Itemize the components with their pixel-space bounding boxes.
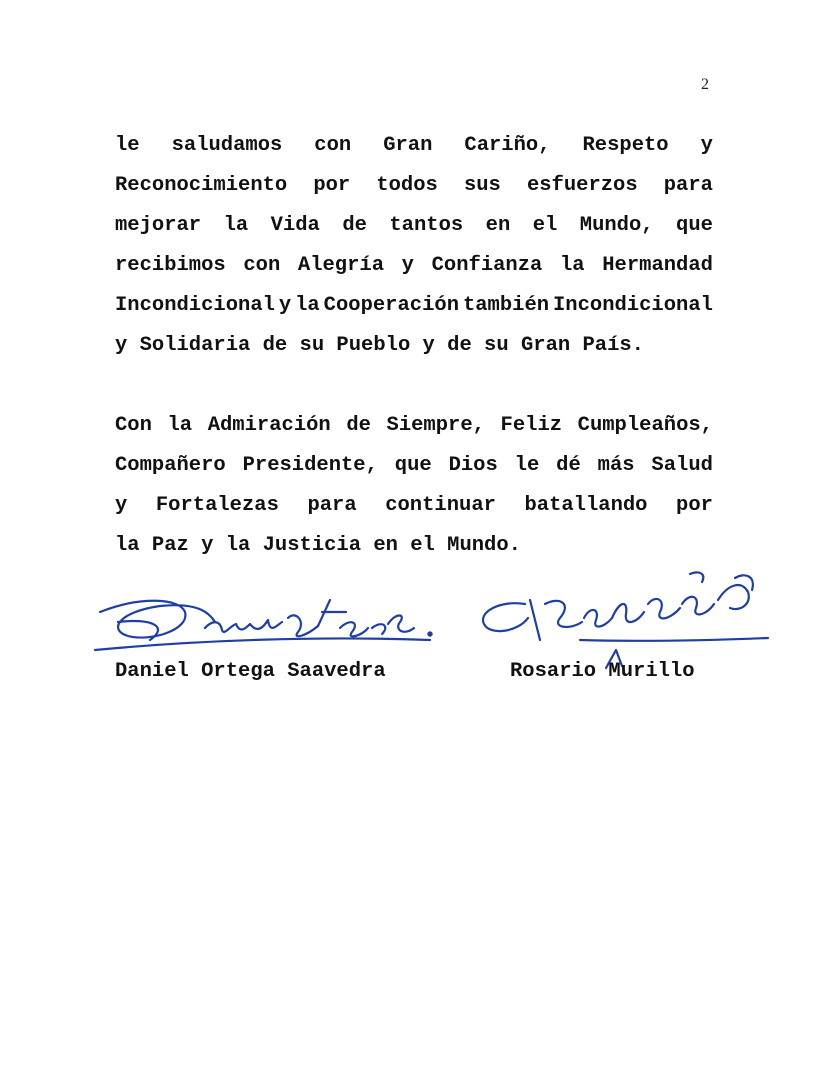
letter-line: Con la Admiración de Siempre, Feliz Cumpleaños, — [115, 414, 713, 437]
letter-line: recibimos con Alegría y Confianza la Hermandad — [115, 254, 713, 277]
letter-line: Compañero Presidente, que Dios le dé más Salud — [115, 454, 713, 477]
letter-line: Reconocimiento por todos sus esfuerzos para — [115, 174, 713, 197]
page-number: 2 — [701, 76, 709, 93]
letter-line: le saludamos con Gran Cariño, Respeto y — [115, 134, 713, 157]
letter-line: la Paz y la Justicia en el Mundo. — [115, 534, 521, 557]
signer-name-right: Rosario Murillo — [510, 660, 695, 683]
signature-rosario-murillo — [483, 572, 768, 668]
letter-line: y Solidaria de su Pueblo y de su Gran País. — [115, 334, 644, 357]
letter-line: mejorar la Vida de tantos en el Mundo, que — [115, 214, 713, 237]
signature-daniel-ortega — [95, 600, 432, 650]
signer-name-left: Daniel Ortega Saavedra — [115, 660, 386, 683]
letter-line: Incondicional y la Cooperación también Incondicional — [115, 294, 713, 317]
letter-line: y Fortalezas para continuar batallando por — [115, 494, 713, 517]
